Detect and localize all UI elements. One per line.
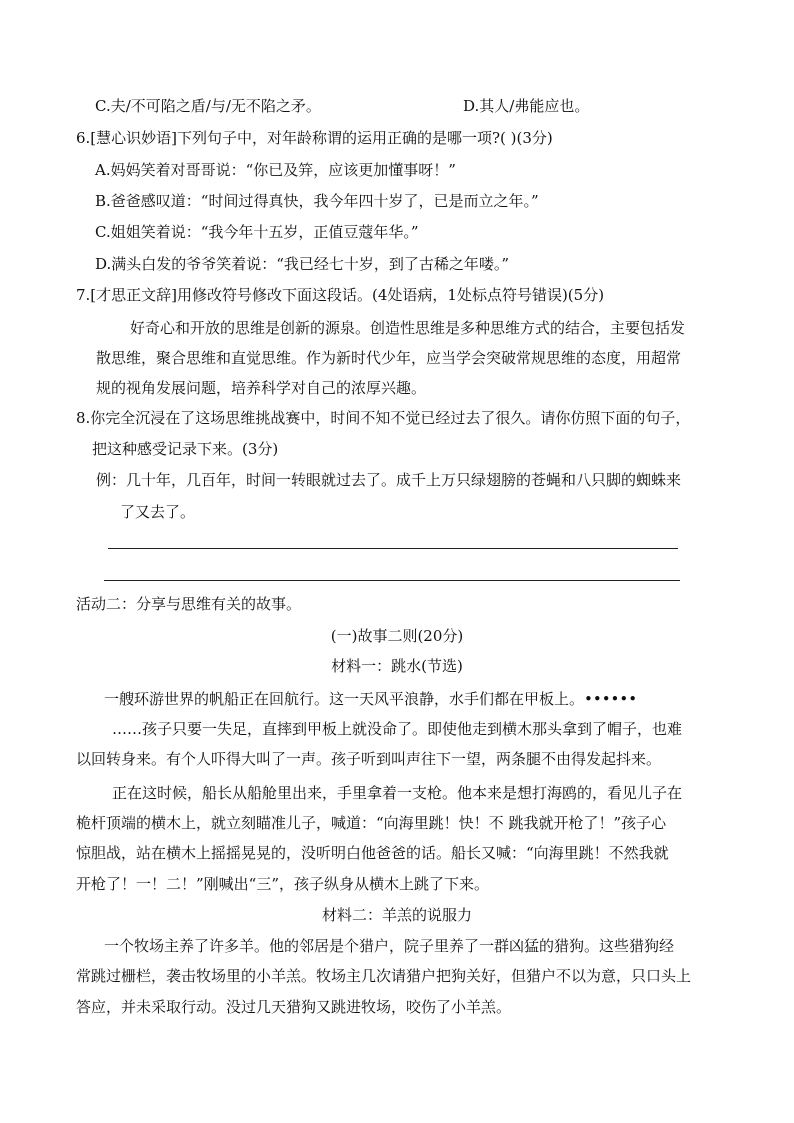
m1-paragraph-3-line-2: 桅杆顶端的横木上，就立刻瞄准儿子，喊道：“向海里跳！快！不 跳我就开枪了！”孩子心	[76, 814, 667, 832]
activity2-heading: 活动二：分享与思维有关的故事。	[76, 595, 302, 613]
q7-passage-line-2: 散思维，聚合思维和直觉思维。作为新时代少年，应当学会突破常规思维的态度，用超常	[96, 349, 682, 367]
q8-example-line-1: 例：几十年，几百年，时间一转眼就过去了。成千上万只绿翅膀的苍蝇和八只脚的蜘蛛来	[96, 471, 682, 489]
m2-paragraph-line-2: 常跳过栅栏，袭击牧场里的小羊羔。牧场主几次请猎户把狗关好，但猎户不以为意，只口头上	[76, 967, 692, 985]
q8-stem-line-2: 把这种感受记录下来。(3分)	[92, 440, 279, 458]
q6-stem: 6.[慧心识妙语]下列句子中，对年龄称谓的运用正确的是哪一项?( )(3分)	[76, 129, 553, 147]
m1-paragraph-3-line-4: 开枪了！一！二！”刚喊出“三”，孩子纵身从横木上跳了下来。	[76, 875, 490, 893]
q5-option-c: C.夫/不可陷之盾/与/无不陷之矛。	[95, 97, 321, 115]
q6-option-b: B.爸爸感叹道：“时间过得真快，我今年四十岁了，已是而立之年。”	[95, 192, 539, 210]
q7-stem: 7.[才思正文辞]用修改符号修改下面这段话。(4处语病，1处标点符号错误)(5分)	[76, 286, 605, 304]
m1-paragraph-1: 一艘环游世界的帆船正在回航行。这一天风平浪静，水手们都在甲板上。••••••	[104, 690, 638, 708]
m1-paragraph-2-line-1: ……孩子只要一失足，直摔到甲板上就没命了。即使他走到横木那头拿到了帽子，也难	[112, 720, 683, 738]
q6-option-c: C.姐姐笑着说：“我今年十五岁，正值豆蔻年华。”	[95, 223, 419, 241]
q7-passage-line-3: 规的视角发展问题，培养科学对自己的浓厚兴趣。	[96, 379, 427, 397]
m1-paragraph-3-line-3: 惊胆战，站在横木上摇摇晃晃的，没听明白他爸爸的话。船长又喊：“向海里跳！不然我就	[76, 844, 669, 862]
m1-paragraph-3-line-1: 正在这时候，船长从船舱里出来，手里拿着一支枪。他本来是想打海鸥的，看见儿子在	[112, 784, 683, 802]
m1-paragraph-2-line-2: 以回转身来。有个人吓得大叫了一声。孩子听到叫声往下一望，两条腿不由得发起抖来。	[76, 750, 662, 768]
material1-title: 材料一：跳水(节选)	[331, 657, 463, 675]
m2-paragraph-line-3: 答应，并未采取行动。没过几天猎狗又跳进牧场，咬伤了小羊羔。	[76, 998, 512, 1016]
answer-line-2[interactable]	[104, 580, 680, 581]
q8-stem-line-1: 8.你完全沉浸在了这场思维挑战赛中，时间不知不觉已经过去了很久。请你仿照下面的句子，	[76, 409, 691, 427]
q5-option-d: D.其人/弗能应也。	[463, 97, 590, 115]
q8-example-line-2: 了又去了。	[120, 503, 196, 521]
q7-passage-line-1: 好奇心和开放的思维是创新的源泉。创造性思维是多种思维方式的结合，主要包括发	[130, 319, 686, 337]
q6-option-a: A.妈妈笑着对哥哥说：“你已及笄，应该更加懂事呀！”	[95, 161, 456, 179]
m2-paragraph-line-1: 一个牧场主养了许多羊。他的邻居是个猎户，院子里养了一群凶猛的猎狗。这些猎狗经	[104, 937, 675, 955]
answer-line-1[interactable]	[108, 548, 678, 549]
q6-option-d: D.满头白发的爷爷笑着说：“我已经七十岁，到了古稀之年喽。”	[95, 255, 510, 273]
section-title: (一)故事二则(20分)	[330, 627, 464, 645]
material2-title: 材料二：羊羔的说服力	[321, 906, 472, 924]
